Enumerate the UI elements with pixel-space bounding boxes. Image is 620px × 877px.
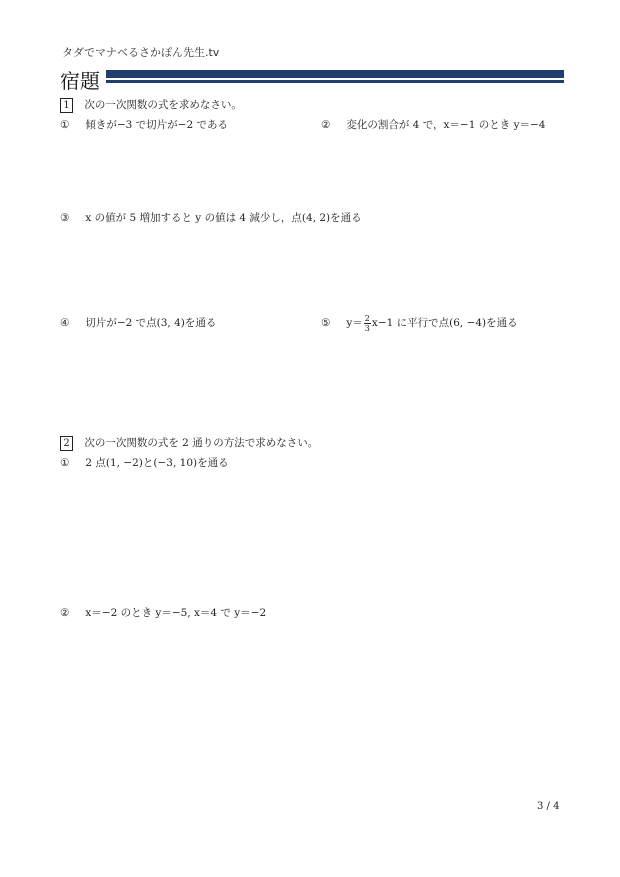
problem-1-5	[321, 309, 518, 337]
problem-2-2-mark: ②	[60, 607, 70, 619]
problem-1-5-mark: ⑤	[321, 317, 331, 329]
problem-1-3-text: x の値が 5 増加すると y の値は 4 減少し，点(4, 2)を通る	[85, 212, 362, 224]
problem-1-4-text: 切片が−2 で点(3, 4)を通る	[85, 317, 217, 329]
problem-2-1-mark: ①	[60, 457, 70, 469]
section1-instruction: 次の一次関数の式を求めなさい。	[84, 99, 242, 111]
problem-2-1-text: 2 点(1, −2)と(−3, 10)を通る	[85, 457, 229, 469]
problem-1-1-text: 傾きが−3 で切片が−2 である	[85, 119, 228, 131]
fraction-denominator: 3	[364, 323, 370, 333]
problem-2-2	[60, 606, 266, 620]
section2-number: 2	[60, 436, 73, 451]
problem-1-4	[60, 316, 216, 330]
title-rule-thin	[106, 80, 564, 83]
problem-1-4-mark: ④	[60, 317, 70, 329]
problem-2-1	[60, 456, 229, 470]
problem-1-1-mark: ①	[60, 119, 70, 131]
problem-1-2-mark: ②	[321, 119, 331, 131]
title-rule	[106, 70, 564, 84]
fraction	[364, 314, 371, 333]
problem-1-2	[321, 118, 545, 132]
problem-1-1	[60, 118, 228, 132]
problem-1-2-text: 変化の割合が 4 で，x＝−1 のとき y＝−4	[346, 119, 546, 131]
problem-2-2-text: x＝−2 のとき y＝−5, x＝4 で y＝−2	[85, 607, 267, 619]
problem-1-5-post: x−1 に平行で点(6, −4)を通る	[371, 317, 518, 329]
page-number: 3 / 4	[537, 801, 560, 812]
title-rule-thick	[106, 70, 564, 78]
section2-heading	[60, 436, 318, 451]
section1-heading	[60, 98, 242, 113]
section1-number: 1	[60, 98, 73, 113]
page-title: 宿題	[60, 69, 100, 93]
problem-1-5-pre: y＝	[346, 317, 363, 329]
fraction-numerator: 2	[364, 313, 370, 323]
problem-1-3	[60, 211, 362, 225]
section2-instruction: 次の一次関数の式を 2 通りの方法で求めなさい。	[84, 437, 319, 449]
problem-1-3-mark: ③	[60, 212, 70, 224]
site-name: タダでマナベるさかぽん先生.tv	[62, 46, 220, 59]
